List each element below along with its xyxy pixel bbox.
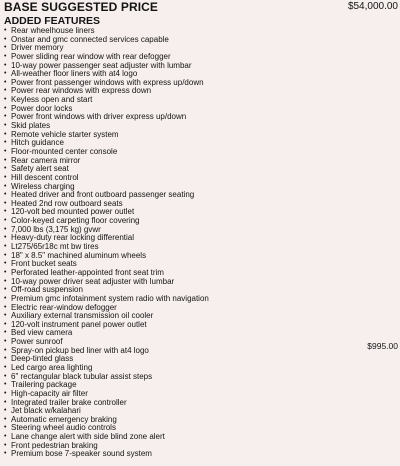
feature-label: Automatic emergency braking	[11, 414, 117, 424]
feature-list	[4, 27, 334, 459]
added-features-title: ADDED FEATURES	[4, 15, 101, 27]
bullet-icon: •	[4, 208, 7, 216]
bullet-icon: •	[4, 407, 7, 415]
feature-label: 120-volt instrument panel power outlet	[11, 319, 147, 329]
feature-label: Power sliding rear window with rear defogger	[11, 51, 171, 61]
feature-label: Jet black w/kalahari	[11, 406, 81, 416]
bullet-icon: •	[4, 433, 7, 441]
bullet-icon: •	[4, 389, 7, 397]
bullet-icon: •	[4, 44, 7, 52]
base-price-title: BASE SUGGESTED PRICE	[4, 0, 159, 14]
feature-label: Heated 2nd row outboard seats	[11, 198, 123, 208]
feature-item	[4, 113, 334, 122]
feature-label: Heated driver and front outboard passenger seating	[11, 190, 195, 200]
feature-label: Steering wheel audio controls	[11, 423, 116, 433]
bullet-icon: •	[4, 286, 7, 294]
bullet-icon: •	[4, 96, 7, 104]
base-price-value: $54,000.00	[347, 1, 398, 12]
bullet-icon: •	[4, 61, 7, 69]
feature-label: Power rear windows with express down	[11, 86, 152, 96]
feature-label: Rear wheelhouse liners	[11, 26, 95, 35]
feature-label: 6" rectangular black tubular assist steps	[11, 371, 153, 381]
feature-label: 18" x 8.5" machined aluminum wheels	[11, 250, 147, 260]
bullet-icon: •	[4, 122, 7, 130]
feature-label: Wireless charging	[11, 181, 75, 191]
bullet-icon: •	[4, 70, 7, 78]
bullet-icon: •	[4, 113, 7, 121]
feature-label: Front bucket seats	[11, 259, 77, 269]
bullet-icon: •	[4, 147, 7, 155]
bullet-icon: •	[4, 217, 7, 225]
bullet-icon: •	[4, 424, 7, 432]
bullet-icon: •	[4, 243, 7, 251]
bullet-icon: •	[4, 320, 7, 328]
feature-label: Bed view camera	[11, 328, 73, 338]
bullet-icon: •	[4, 173, 7, 181]
bullet-icon: •	[4, 130, 7, 138]
bullet-icon: •	[4, 312, 7, 320]
bullet-icon: •	[4, 355, 7, 363]
base-price-row	[4, 0, 398, 14]
feature-label: Keyless open and start	[11, 95, 93, 105]
feature-label: Remote vehicle starter system	[11, 129, 119, 139]
feature-price: $995.00	[367, 341, 398, 351]
bullet-icon: •	[4, 277, 7, 285]
feature-label: High-capacity air filter	[11, 388, 88, 398]
feature-label: Lt275/65r18c mt bw tires	[11, 242, 99, 252]
feature-label: 10-way power passenger seat adjuster with lumbar	[11, 60, 192, 70]
feature-label: 7,000 lbs (3,175 kg) gvwr	[11, 224, 101, 234]
bullet-icon: •	[4, 27, 7, 34]
bullet-icon: •	[4, 199, 7, 207]
bullet-icon: •	[4, 104, 7, 112]
bullet-icon: •	[4, 234, 7, 242]
feature-label: Power front passenger windows with express up/down	[11, 77, 204, 87]
feature-label: Premium gmc infotainment system radio with navigation	[11, 293, 209, 303]
feature-label: Lane change alert with side blind zone alert	[11, 432, 165, 442]
feature-label: Power sunroof	[11, 337, 63, 347]
bullet-icon: •	[4, 260, 7, 268]
feature-label: 120-volt bed mounted power outlet	[11, 207, 135, 217]
feature-label: 10-way power driver seat adjuster with lumbar	[11, 276, 175, 286]
bullet-icon: •	[4, 441, 7, 449]
feature-item	[4, 450, 334, 459]
feature-label: Floor-mounted center console	[11, 146, 118, 156]
feature-label: Power door locks	[11, 103, 73, 113]
feature-label: Auxiliary external transmission oil cooler	[11, 311, 154, 321]
feature-label: Perforated leather-appointed front seat trim	[11, 267, 164, 277]
bullet-icon: •	[4, 363, 7, 371]
feature-label: Skid plates	[11, 121, 51, 131]
bullet-icon: •	[4, 165, 7, 173]
feature-label: Safety alert seat	[11, 164, 69, 174]
bullet-icon: •	[4, 294, 7, 302]
feature-label: Driver memory	[11, 43, 64, 53]
bullet-icon: •	[4, 182, 7, 190]
bullet-icon: •	[4, 52, 7, 60]
feature-label: Hill descent control	[11, 172, 79, 182]
feature-label: Led cargo area lighting	[11, 362, 93, 372]
bullet-icon: •	[4, 225, 7, 233]
feature-label: Color-keyed carpeting floor covering	[11, 216, 140, 226]
feature-label: Electric rear-window defogger	[11, 302, 117, 312]
bullet-icon: •	[4, 415, 7, 423]
feature-label: Power front windows with driver express up/down	[11, 112, 187, 122]
bullet-icon: •	[4, 251, 7, 259]
feature-label: Onstar and gmc connected services capable	[11, 34, 169, 44]
bullet-icon: •	[4, 35, 7, 43]
bullet-icon: •	[4, 78, 7, 86]
bullet-icon: •	[4, 372, 7, 380]
feature-label: Integrated trailer brake controller	[11, 397, 127, 407]
bullet-icon: •	[4, 191, 7, 199]
bullet-icon: •	[4, 303, 7, 311]
bullet-icon: •	[4, 346, 7, 354]
bullet-icon: •	[4, 156, 7, 164]
feature-label: Heavy-duty rear locking differential	[11, 233, 135, 243]
feature-label: Premium bose 7-speaker sound system	[11, 449, 152, 459]
feature-label: Hitch guidance	[11, 138, 64, 148]
feature-label: Front pedestrian braking	[11, 440, 98, 450]
bullet-icon: •	[4, 381, 7, 389]
feature-label: Off-road suspension	[11, 285, 83, 295]
bullet-icon: •	[4, 338, 7, 346]
feature-label: Deep-tinted glass	[11, 354, 74, 364]
feature-label: Trailering package	[11, 380, 77, 390]
bullet-icon: •	[4, 329, 7, 337]
bullet-icon: •	[4, 268, 7, 276]
bullet-icon: •	[4, 87, 7, 95]
feature-label: Spray-on pickup bed liner with at4 logo	[11, 345, 149, 355]
feature-label: All-weather floor liners with at4 logo	[11, 69, 138, 79]
bullet-icon: •	[4, 398, 7, 406]
bullet-icon: •	[4, 139, 7, 147]
feature-label: Rear camera mirror	[11, 155, 81, 165]
bullet-icon: •	[4, 450, 7, 458]
